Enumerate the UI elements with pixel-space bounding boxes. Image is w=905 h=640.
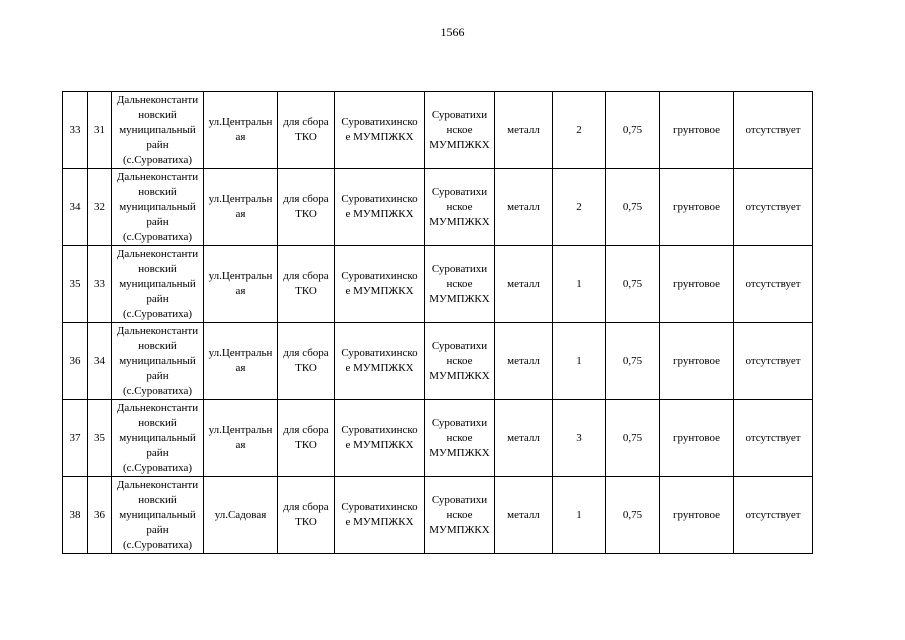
cell-owner-line: Суроватихинско <box>341 501 418 513</box>
cell-owner-line: е МУМПЖКХ <box>345 362 414 374</box>
cell-district-line: муниципальный <box>119 200 196 213</box>
cell-operator <box>425 477 495 554</box>
cell-sub-number: 31 <box>88 92 112 169</box>
cell-street <box>204 477 278 554</box>
cell-operator-line: МУМПЖКХ <box>429 215 490 228</box>
cell-district-line: Дальнеконстанти <box>116 401 199 414</box>
cell-owner-line: Суроватихинско <box>341 193 418 205</box>
cell-sub-number: 32 <box>88 169 112 246</box>
cell-fence: отсутствует <box>734 400 813 477</box>
cell-surface: грунтовое <box>660 477 734 554</box>
cell-district-line: райн <box>146 446 169 459</box>
cell-volume: 0,75 <box>606 246 660 323</box>
cell-count: 3 <box>553 400 606 477</box>
cell-district <box>112 169 204 246</box>
cell-street-line: ая <box>235 131 246 143</box>
cell-purpose <box>278 400 335 477</box>
cell-operator-line: нское <box>446 277 473 290</box>
cell-volume: 0,75 <box>606 477 660 554</box>
cell-district-line: райн <box>146 215 169 228</box>
cell-street-line: ул.Центральн <box>208 270 273 282</box>
cell-fence: отсутствует <box>734 246 813 323</box>
cell-purpose <box>278 323 335 400</box>
cell-district-line: новский <box>138 493 177 506</box>
table-row <box>63 92 813 169</box>
cell-material: металл <box>495 246 553 323</box>
cell-operator <box>425 323 495 400</box>
cell-street-line: ул.Центральн <box>208 193 273 205</box>
cell-district <box>112 400 204 477</box>
cell-count: 1 <box>553 477 606 554</box>
cell-volume: 0,75 <box>606 169 660 246</box>
cell-operator-line: нское <box>446 123 473 136</box>
cell-material: металл <box>495 169 553 246</box>
cell-purpose-line: для сбора <box>283 424 329 436</box>
cell-owner <box>335 92 425 169</box>
page-number: 1566 <box>440 25 465 39</box>
cell-purpose-line: ТКО <box>295 439 317 451</box>
cell-sub-number: 35 <box>88 400 112 477</box>
cell-purpose <box>278 246 335 323</box>
cell-surface: грунтовое <box>660 92 734 169</box>
cell-district-line: (с.Суроватиха) <box>122 307 193 320</box>
cell-district-line: новский <box>138 185 177 198</box>
cell-purpose-line: ТКО <box>295 285 317 297</box>
cell-row-number: 34 <box>63 169 88 246</box>
cell-district <box>112 92 204 169</box>
cell-owner <box>335 400 425 477</box>
cell-district-line: (с.Суроватиха) <box>122 538 193 551</box>
cell-sub-number: 36 <box>88 477 112 554</box>
cell-street <box>204 400 278 477</box>
cell-fence: отсутствует <box>734 169 813 246</box>
cell-operator-line: Суроватихи <box>431 262 488 275</box>
cell-surface: грунтовое <box>660 400 734 477</box>
cell-owner <box>335 169 425 246</box>
cell-operator <box>425 400 495 477</box>
cell-row-number: 37 <box>63 400 88 477</box>
cell-volume: 0,75 <box>606 400 660 477</box>
cell-row-number: 33 <box>63 92 88 169</box>
cell-purpose <box>278 169 335 246</box>
cell-material: металл <box>495 92 553 169</box>
cell-operator-line: МУМПЖКХ <box>429 523 490 536</box>
cell-operator-line: Суроватихи <box>431 108 488 121</box>
cell-operator-line: нское <box>446 200 473 213</box>
cell-purpose-line: для сбора <box>283 116 329 128</box>
cell-district-line: Дальнеконстанти <box>116 247 199 260</box>
cell-operator-line: Суроватихи <box>431 493 488 506</box>
table-row <box>63 169 813 246</box>
registry-table <box>62 91 813 554</box>
cell-district-line: муниципальный <box>119 277 196 290</box>
cell-purpose <box>278 477 335 554</box>
cell-district <box>112 477 204 554</box>
cell-material: металл <box>495 400 553 477</box>
cell-row-number: 36 <box>63 323 88 400</box>
cell-sub-number: 34 <box>88 323 112 400</box>
cell-district-line: Дальнеконстанти <box>116 324 199 337</box>
cell-purpose-line: для сбора <box>283 501 329 513</box>
cell-district-line: (с.Суроватиха) <box>122 384 193 397</box>
cell-purpose-line: ТКО <box>295 208 317 220</box>
table-row <box>63 323 813 400</box>
cell-operator-line: МУМПЖКХ <box>429 292 490 305</box>
cell-district-line: Дальнеконстанти <box>116 170 199 183</box>
cell-operator-line: Суроватихи <box>431 416 488 429</box>
cell-district-line: райн <box>146 369 169 382</box>
cell-volume: 0,75 <box>606 323 660 400</box>
cell-material: металл <box>495 323 553 400</box>
cell-street-line: ая <box>235 208 246 220</box>
cell-district-line: райн <box>146 292 169 305</box>
cell-district-line: Дальнеконстанти <box>116 93 199 106</box>
cell-district-line: райн <box>146 138 169 151</box>
cell-purpose <box>278 92 335 169</box>
cell-material: металл <box>495 477 553 554</box>
cell-purpose-line: для сбора <box>283 270 329 282</box>
cell-owner-line: е МУМПЖКХ <box>345 439 414 451</box>
cell-district-line: новский <box>138 339 177 352</box>
cell-district-line: (с.Суроватиха) <box>122 461 193 474</box>
cell-district-line: новский <box>138 262 177 275</box>
cell-fence: отсутствует <box>734 323 813 400</box>
cell-purpose-line: для сбора <box>283 193 329 205</box>
cell-operator-line: Суроватихи <box>431 339 488 352</box>
cell-fence: отсутствует <box>734 92 813 169</box>
cell-street <box>204 246 278 323</box>
cell-volume: 0,75 <box>606 92 660 169</box>
cell-owner-line: е МУМПЖКХ <box>345 208 414 220</box>
cell-district-line: (с.Суроватиха) <box>122 230 193 243</box>
cell-operator <box>425 169 495 246</box>
cell-row-number: 38 <box>63 477 88 554</box>
table-row <box>63 477 813 554</box>
cell-surface: грунтовое <box>660 323 734 400</box>
cell-operator-line: нское <box>446 431 473 444</box>
cell-operator-line: нское <box>446 508 473 521</box>
cell-surface: грунтовое <box>660 169 734 246</box>
cell-operator-line: МУМПЖКХ <box>429 138 490 151</box>
cell-operator-line: нское <box>446 354 473 367</box>
cell-purpose-line: для сбора <box>283 347 329 359</box>
cell-operator <box>425 246 495 323</box>
cell-district-line: (с.Суроватиха) <box>122 153 193 166</box>
cell-count: 2 <box>553 169 606 246</box>
cell-owner-line: Суроватихинско <box>341 116 418 128</box>
cell-district-line: Дальнеконстанти <box>116 478 199 491</box>
cell-street-line: ая <box>235 285 246 297</box>
cell-street-line: ул.Садовая <box>214 508 267 521</box>
cell-district-line: райн <box>146 523 169 536</box>
cell-owner-line: е МУМПЖКХ <box>345 131 414 143</box>
cell-purpose-line: ТКО <box>295 516 317 528</box>
cell-operator <box>425 92 495 169</box>
cell-row-number: 35 <box>63 246 88 323</box>
cell-fence: отсутствует <box>734 477 813 554</box>
cell-district-line: новский <box>138 416 177 429</box>
cell-owner <box>335 246 425 323</box>
cell-district <box>112 246 204 323</box>
cell-count: 1 <box>553 246 606 323</box>
cell-district-line: муниципальный <box>119 508 196 521</box>
cell-purpose-line: ТКО <box>295 362 317 374</box>
cell-street <box>204 169 278 246</box>
cell-count: 1 <box>553 323 606 400</box>
table-row <box>63 246 813 323</box>
cell-count: 2 <box>553 92 606 169</box>
cell-owner <box>335 323 425 400</box>
table-row <box>63 400 813 477</box>
cell-street-line: ул.Центральн <box>208 116 273 128</box>
cell-owner-line: е МУМПЖКХ <box>345 285 414 297</box>
cell-street <box>204 92 278 169</box>
cell-district-line: муниципальный <box>119 354 196 367</box>
cell-street <box>204 323 278 400</box>
cell-owner-line: Суроватихинско <box>341 424 418 436</box>
cell-operator-line: МУМПЖКХ <box>429 446 490 459</box>
cell-sub-number: 33 <box>88 246 112 323</box>
cell-street-line: ая <box>235 362 246 374</box>
cell-owner-line: Суроватихинско <box>341 270 418 282</box>
cell-surface: грунтовое <box>660 246 734 323</box>
cell-operator-line: МУМПЖКХ <box>429 369 490 382</box>
cell-street-line: ул.Центральн <box>208 424 273 436</box>
cell-district <box>112 323 204 400</box>
cell-district-line: муниципальный <box>119 431 196 444</box>
cell-owner <box>335 477 425 554</box>
cell-street-line: ая <box>235 439 246 451</box>
cell-purpose-line: ТКО <box>295 131 317 143</box>
cell-operator-line: Суроватихи <box>431 185 488 198</box>
cell-owner-line: Суроватихинско <box>341 347 418 359</box>
cell-owner-line: е МУМПЖКХ <box>345 516 414 528</box>
cell-district-line: новский <box>138 108 177 121</box>
cell-street-line: ул.Центральн <box>208 347 273 359</box>
cell-district-line: муниципальный <box>119 123 196 136</box>
